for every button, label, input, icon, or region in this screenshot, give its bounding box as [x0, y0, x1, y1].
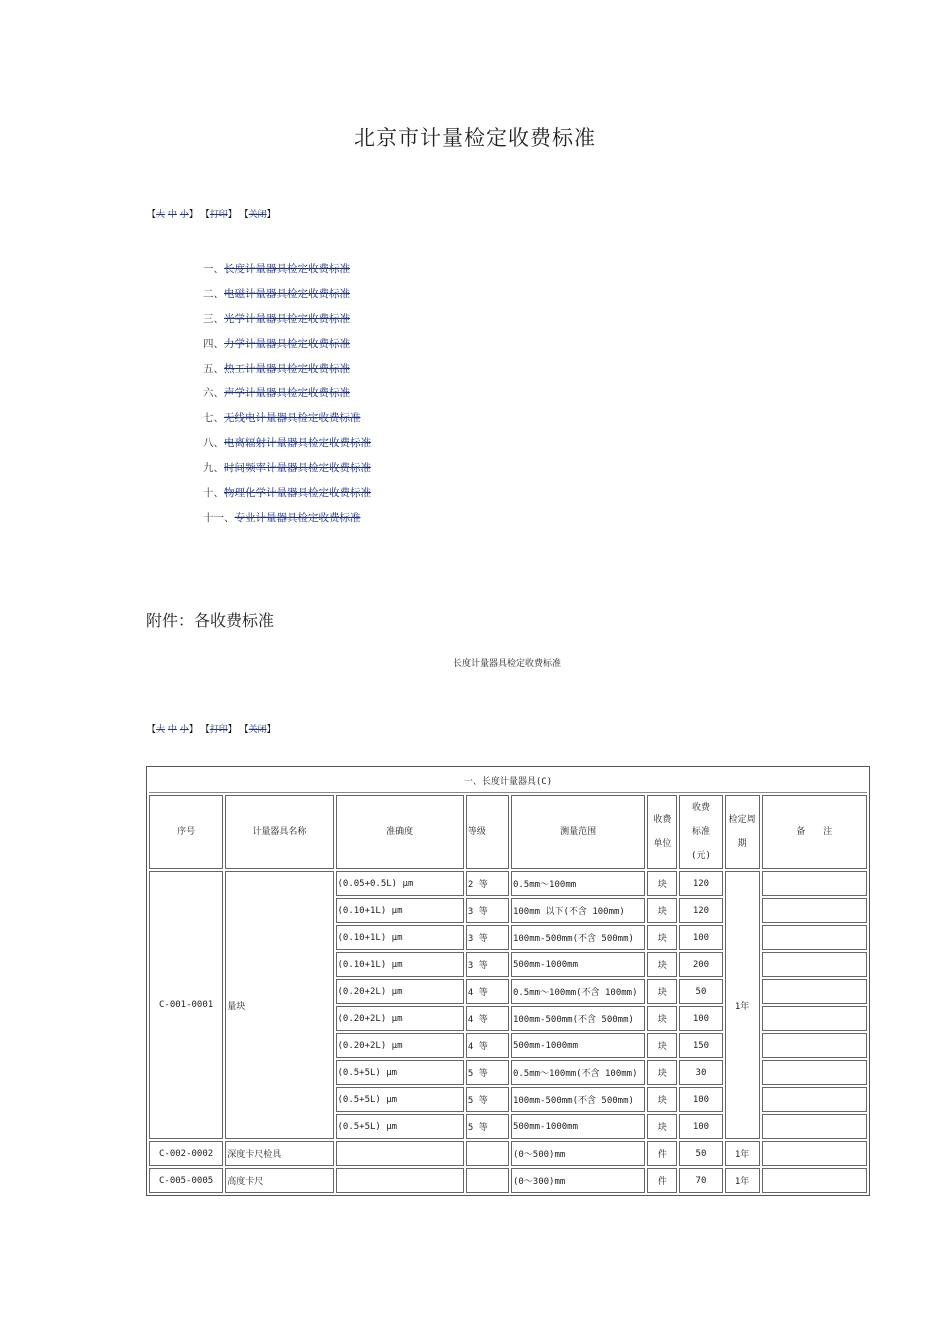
cell-grade: 4 等 — [466, 1006, 509, 1031]
cell-fee: 120 — [679, 898, 722, 923]
bracket: 】 — [266, 725, 276, 735]
cell-unit: 块 — [647, 1060, 677, 1085]
header-unit — [647, 795, 677, 869]
bracket: 】 — [188, 210, 198, 220]
cell-accuracy: (0.20+2L) μm — [336, 979, 464, 1004]
cell-note — [762, 979, 867, 1004]
font-medium-link[interactable]: 中 — [167, 210, 177, 220]
cell-grade: 5 等 — [466, 1060, 509, 1085]
bracket: 【 — [239, 210, 249, 220]
toc-link[interactable]: 声学计量器具检定收费标准 — [224, 387, 350, 400]
cell-cycle: 1年 — [725, 1168, 760, 1193]
cell-grade: 3 等 — [466, 925, 509, 950]
header-note: 备 注 — [762, 795, 867, 869]
cell-range: 500mm-1000mm — [511, 1033, 645, 1058]
toc-item — [203, 409, 371, 434]
header-cycle — [725, 795, 760, 869]
cell-fee: 100 — [679, 1114, 722, 1139]
header-cycle-line2: 期 — [737, 839, 747, 849]
cell-accuracy: (0.05+0.5L) μm — [336, 871, 464, 896]
cell-note — [762, 952, 867, 977]
bracket: 】 — [266, 210, 276, 220]
toc-number: 三、 — [203, 312, 224, 325]
header-unit-line1: 收费 — [653, 815, 672, 825]
cell-note — [762, 871, 867, 896]
cell-note — [762, 1141, 867, 1166]
toc-link[interactable]: 时间频率计量器具检定收费标准 — [224, 462, 371, 475]
cell-note — [762, 1033, 867, 1058]
toc-item — [203, 360, 371, 385]
cell-range: (0～500)mm — [511, 1141, 645, 1166]
toc-link[interactable]: 电磁计量器具检定收费标准 — [224, 287, 350, 300]
cell-fee: 50 — [679, 1141, 722, 1166]
cell-range: 100mm-500mm(不含 500mm) — [511, 1087, 645, 1112]
cell-range: 100mm-500mm(不含 500mm) — [511, 1006, 645, 1031]
cell-unit: 块 — [647, 1087, 677, 1112]
cell-fee: 200 — [679, 952, 722, 977]
toc-number: 十、 — [203, 487, 224, 500]
fee-table-container — [146, 766, 870, 1196]
cell-range: 100mm-500mm(不含 500mm) — [511, 925, 645, 950]
cell-name: 深度卡尺检具 — [225, 1141, 333, 1166]
toc-link[interactable]: 专业计量器具检定收费标准 — [234, 511, 361, 524]
header-grade: 等级 — [466, 795, 509, 869]
cell-accuracy: (0.10+1L) μm — [336, 925, 464, 950]
cell-accuracy: (0.10+1L) μm — [336, 952, 464, 977]
toc-link[interactable]: 热工计量器具检定收费标准 — [224, 362, 350, 375]
cell-grade — [466, 1168, 509, 1193]
appendix-heading: 附件：各收费标准 — [146, 611, 275, 630]
toc-number: 五、 — [203, 362, 224, 375]
cell-unit: 块 — [647, 898, 677, 923]
bracket: 】 — [227, 725, 237, 735]
toc-number: 六、 — [203, 387, 224, 400]
close-link[interactable]: 关闭 — [248, 210, 267, 220]
toc-item — [203, 384, 371, 409]
cell-note — [762, 1060, 867, 1085]
cell-note — [762, 925, 867, 950]
cell-accuracy: (0.20+2L) μm — [336, 1033, 464, 1058]
section-subtitle: 长度计量器具检定收费标准 — [452, 659, 561, 669]
cell-range: 100mm 以下(不含 100mm) — [511, 898, 645, 923]
cell-unit: 块 — [647, 871, 677, 896]
cell-grade: 3 等 — [466, 898, 509, 923]
cell-cycle: 1年 — [725, 1141, 760, 1166]
cell-grade: 3 等 — [466, 952, 509, 977]
cell-note — [762, 898, 867, 923]
table-of-contents — [203, 260, 371, 534]
cell-seq: C-005-0005 — [149, 1168, 223, 1193]
toc-link[interactable]: 光学计量器具检定收费标准 — [224, 312, 350, 325]
toc-link[interactable]: 力学计量器具检定收费标准 — [224, 337, 350, 350]
cell-fee: 120 — [679, 871, 722, 896]
print-link[interactable]: 打印 — [209, 210, 228, 220]
cell-unit: 块 — [647, 1114, 677, 1139]
cell-unit: 件 — [647, 1168, 677, 1193]
cell-accuracy: (0.5+5L) μm — [336, 1060, 464, 1085]
table-row — [149, 871, 867, 896]
cell-grade: 5 等 — [466, 1087, 509, 1112]
cell-grade: 4 等 — [466, 979, 509, 1004]
cell-grade — [466, 1141, 509, 1166]
toc-link[interactable]: 物理化学计量器具检定收费标准 — [224, 487, 371, 500]
bracket: 【 — [200, 725, 210, 735]
bracket: 【 — [200, 210, 210, 220]
cell-range: 500mm-1000mm — [511, 952, 645, 977]
toc-link[interactable]: 无线电计量器具检定收费标准 — [224, 412, 361, 425]
cell-grade: 5 等 — [466, 1114, 509, 1139]
toc-item — [203, 509, 371, 534]
cell-accuracy: (0.10+1L) μm — [336, 898, 464, 923]
cell-accuracy — [336, 1168, 464, 1193]
font-large-link[interactable]: 大 — [156, 725, 166, 735]
cell-seq: C-002-0002 — [149, 1141, 223, 1166]
toc-item — [203, 310, 371, 335]
toc-number: 八、 — [203, 437, 224, 450]
toc-item — [203, 335, 371, 360]
cell-unit: 块 — [647, 952, 677, 977]
header-accuracy: 准确度 — [336, 795, 464, 869]
toc-item — [203, 484, 371, 509]
table-row — [149, 1168, 867, 1193]
cell-range: 0.5mm～100mm(不含 100mm) — [511, 1060, 645, 1085]
cell-name: 量块 — [225, 871, 333, 1139]
cell-fee: 150 — [679, 1033, 722, 1058]
cell-note — [762, 1006, 867, 1031]
close-link[interactable]: 关闭 — [248, 725, 267, 735]
cell-range: 0.5mm～100mm — [511, 871, 645, 896]
cell-unit: 块 — [647, 925, 677, 950]
cell-fee: 50 — [679, 979, 722, 1004]
cell-note — [762, 1168, 867, 1193]
bracket: 】 — [227, 210, 237, 220]
toc-number: 九、 — [203, 462, 224, 475]
font-small-link[interactable]: 小 — [179, 725, 189, 735]
cell-accuracy: (0.20+2L) μm — [336, 1006, 464, 1031]
cell-note — [762, 1114, 867, 1139]
font-large-link[interactable]: 大 — [156, 210, 166, 220]
page-title: 北京市计量检定收费标准 — [354, 126, 596, 150]
cell-unit: 块 — [647, 1033, 677, 1058]
cell-note — [762, 1087, 867, 1112]
header-unit-line2: 单位 — [653, 839, 672, 849]
toc-number: 四、 — [203, 337, 224, 350]
print-link[interactable]: 打印 — [209, 725, 228, 735]
font-size-toolbar-bottom — [147, 722, 276, 735]
cell-accuracy — [336, 1141, 464, 1166]
table-caption: 一、长度计量器具(C) — [149, 769, 867, 793]
cell-fee: 30 — [679, 1060, 722, 1085]
toc-link[interactable]: 长度计量器具检定收费标准 — [224, 263, 350, 275]
cell-seq: C-001-0001 — [149, 871, 223, 1139]
cell-unit: 块 — [647, 979, 677, 1004]
cell-grade: 2 等 — [466, 871, 509, 896]
cell-accuracy: (0.5+5L) μm — [336, 1114, 464, 1139]
header-fee-line1: 收费 — [691, 803, 710, 813]
bracket: 【 — [239, 725, 249, 735]
toc-number: 一、 — [203, 263, 224, 275]
toc-link[interactable]: 电离辐射计量器具检定收费标准 — [224, 437, 371, 450]
fee-table — [147, 767, 869, 1195]
cell-fee: 70 — [679, 1168, 722, 1193]
table-row — [149, 1141, 867, 1166]
toc-item — [203, 260, 371, 285]
cell-cycle: 1年 — [725, 871, 760, 1139]
header-seq: 序号 — [149, 795, 223, 869]
header-fee — [679, 795, 722, 869]
bracket: 】 — [188, 725, 198, 735]
toc-item — [203, 459, 371, 484]
header-range: 测量范围 — [511, 795, 645, 869]
cell-accuracy: (0.5+5L) μm — [336, 1087, 464, 1112]
toc-item — [203, 434, 371, 459]
cell-name: 高度卡尺 — [225, 1168, 333, 1193]
toc-number: 十一、 — [203, 511, 235, 524]
font-size-toolbar-top — [147, 207, 276, 220]
cell-fee: 100 — [679, 925, 722, 950]
toc-item — [203, 285, 371, 310]
cell-unit: 块 — [647, 1006, 677, 1031]
cell-range: 500mm-1000mm — [511, 1114, 645, 1139]
cell-fee: 100 — [679, 1087, 722, 1112]
cell-range: (0～300)mm — [511, 1168, 645, 1193]
cell-unit: 件 — [647, 1141, 677, 1166]
font-medium-link[interactable]: 中 — [167, 725, 177, 735]
header-fee-line3: (元) — [691, 851, 711, 861]
header-name: 计量器具名称 — [225, 795, 333, 869]
header-cycle-line1: 检定周 — [728, 815, 756, 825]
font-small-link[interactable]: 小 — [179, 210, 189, 220]
cell-grade: 4 等 — [466, 1033, 509, 1058]
toc-number: 二、 — [203, 287, 224, 300]
toc-number: 七、 — [203, 412, 224, 425]
cell-fee: 100 — [679, 1006, 722, 1031]
header-fee-line2: 标准 — [691, 827, 710, 837]
cell-range: 0.5mm～100mm(不含 100mm) — [511, 979, 645, 1004]
bracket: 【 — [147, 725, 157, 735]
bracket: 【 — [147, 210, 157, 220]
